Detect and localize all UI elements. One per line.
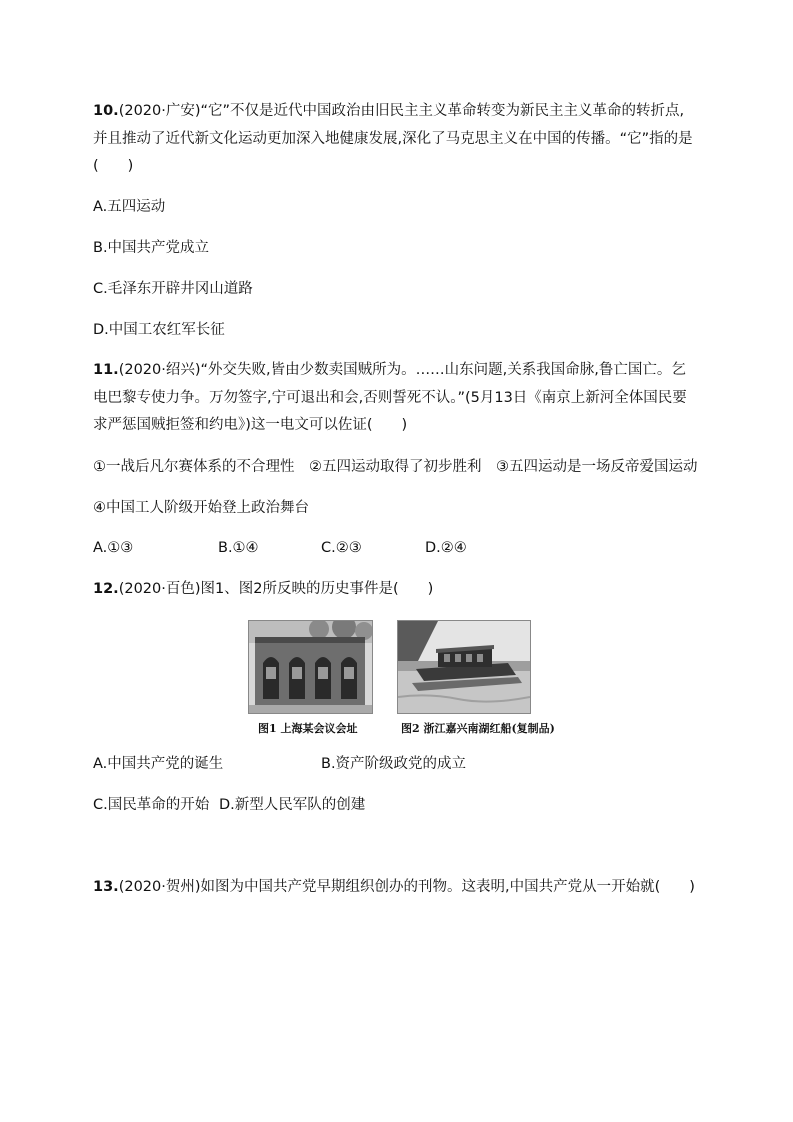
q11-statements-2: ④中国工人阶级开始登上政治舞台 bbox=[93, 500, 309, 516]
q10-option-b: B.中国共产党成立 bbox=[93, 240, 210, 256]
q11-stem-1: (2020·绍兴)“外交失败,皆由少数卖国贼所为。……山东问题,关系我国命脉,鲁亡国亡。乞 bbox=[118, 362, 686, 378]
q11-stem-3: 求严惩国贼拒签和约电》)这一电文可以佐证( ) bbox=[93, 417, 408, 433]
q10-option-d: D.中国工农红军长征 bbox=[93, 322, 225, 338]
q10-stem-1: (2020·广安)“它”不仅是近代中国政治由旧民主主义革命转变为新民主主义革命的转折点, bbox=[118, 103, 685, 119]
q13-line1 bbox=[93, 877, 695, 897]
q13-stem: (2020·贺州)如图为中国共产党早期组织创办的刊物。这表明,中国共产党从一开始就( ) bbox=[118, 879, 695, 895]
q12-option-a: A.中国共产党的诞生 bbox=[93, 756, 224, 772]
q12-number: 12. bbox=[93, 581, 119, 597]
figure-1-caption: 图1 上海某会议会址 bbox=[258, 722, 358, 735]
q13-number: 13. bbox=[93, 879, 119, 895]
q12-stem: (2020·百色)图1、图2所反映的历史事件是( ) bbox=[118, 581, 434, 597]
q10-option-c: C.毛泽东开辟井冈山道路 bbox=[93, 281, 253, 297]
q11-statements-1: ①一战后凡尔赛体系的不合理性 ②五四运动取得了初步胜利 ③五四运动是一场反帝爱国运动 bbox=[93, 459, 698, 475]
figure-2-photo bbox=[397, 620, 531, 714]
q11-option-d: D.②④ bbox=[425, 540, 467, 556]
q10-line1 bbox=[93, 101, 684, 121]
q10-option-a: A.五四运动 bbox=[93, 199, 166, 215]
q11-option-a: A.①③ bbox=[93, 540, 134, 556]
figure-1-photo bbox=[248, 620, 373, 714]
building-image bbox=[249, 621, 372, 713]
q11-option-c: C.②③ bbox=[321, 540, 362, 556]
q10-number: 10. bbox=[93, 103, 119, 119]
q11-option-b: B.①④ bbox=[218, 540, 259, 556]
q12-option-d: D.新型人民军队的创建 bbox=[219, 797, 366, 813]
q10-stem-3: ( ) bbox=[93, 158, 134, 174]
q11-stem-2: 电巴黎专使力争。万勿签字,宁可退出和会,否则誓死不认。”(5月13日《南京上新河全体国民要 bbox=[93, 390, 687, 406]
q12-option-c: C.国民革命的开始 bbox=[93, 797, 210, 813]
q11-number: 11. bbox=[93, 362, 119, 378]
q12-line1 bbox=[93, 579, 433, 599]
q10-stem-2: 并且推动了近代新文化运动更加深入地健康发展,深化了马克思主义在中国的传播。“它”指的是 bbox=[93, 131, 693, 147]
figure-2-caption: 图2 浙江嘉兴南湖红船(复制品) bbox=[401, 722, 555, 735]
q12-option-b: B.资产阶级政党的成立 bbox=[321, 756, 467, 772]
boat-image bbox=[398, 621, 530, 713]
q11-line1 bbox=[93, 360, 686, 380]
